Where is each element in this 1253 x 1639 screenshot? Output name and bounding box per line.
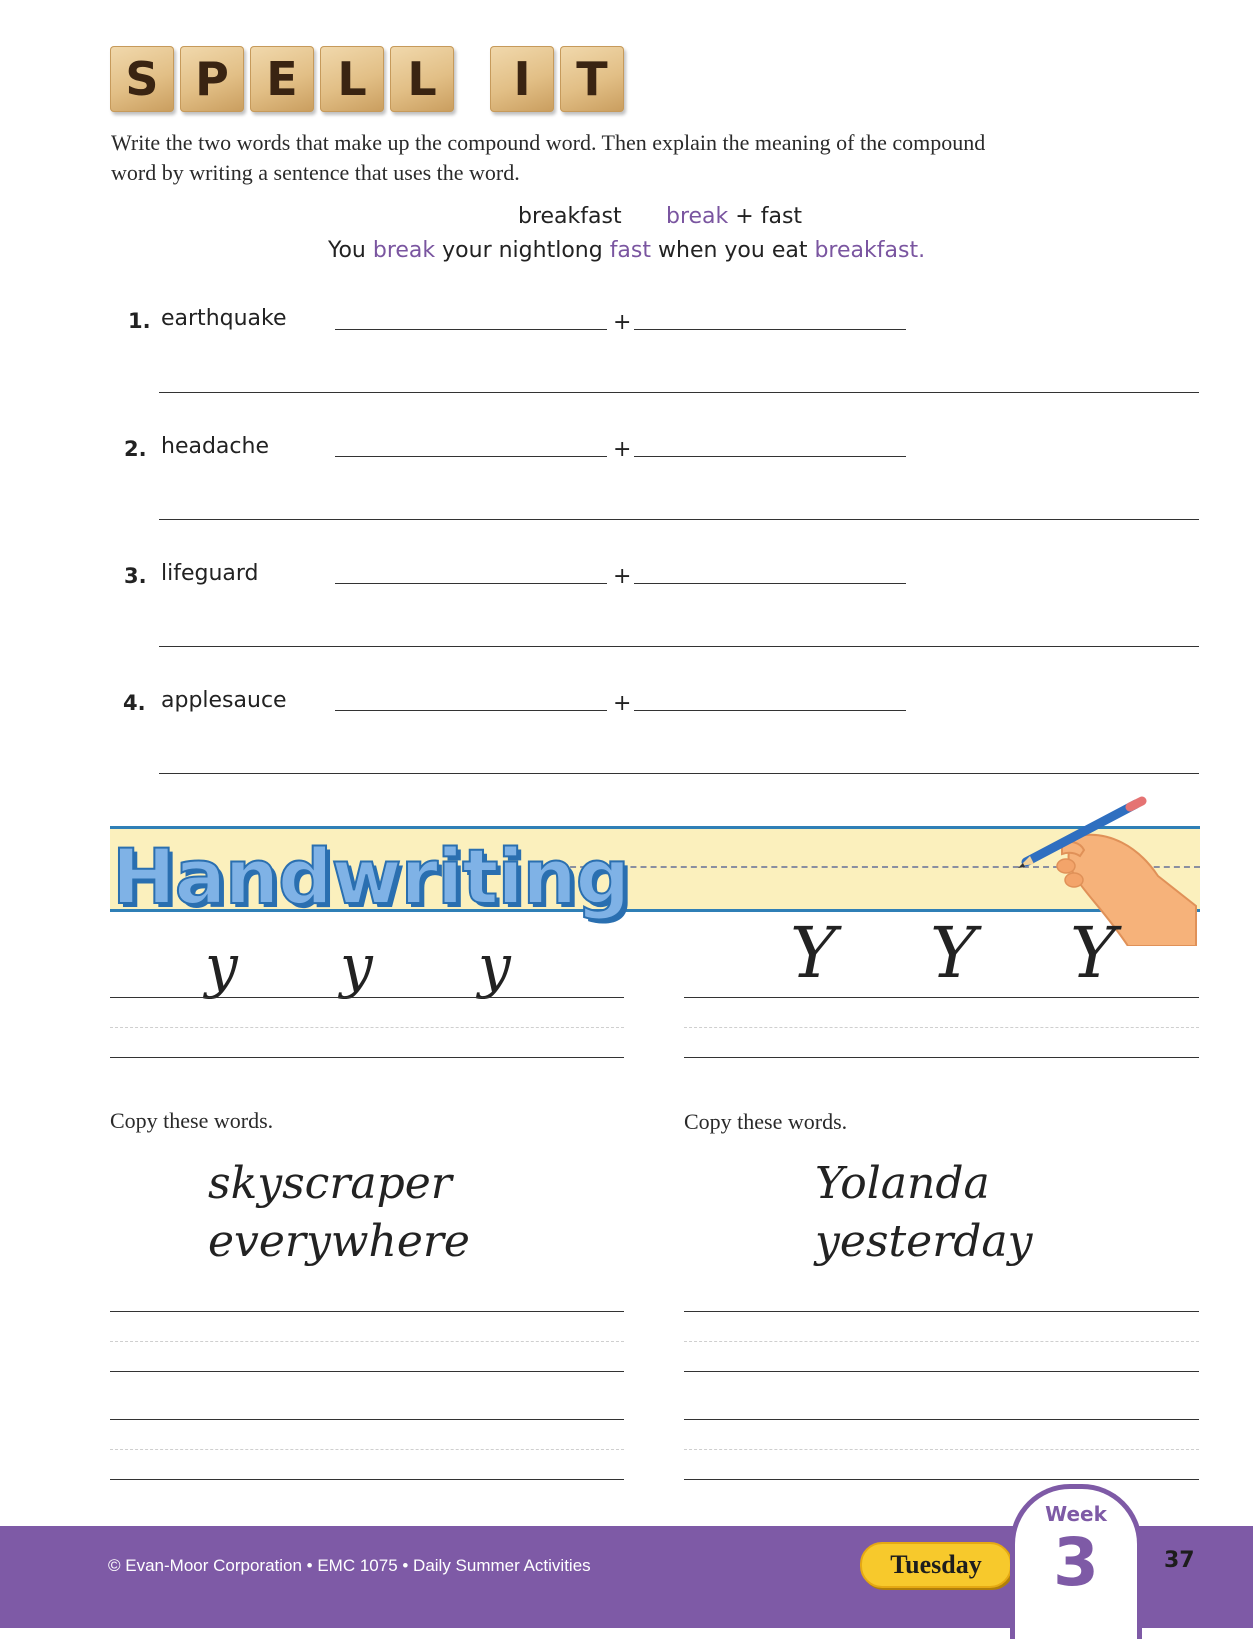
letter-tile: T — [560, 46, 624, 112]
answer-blank-2[interactable] — [634, 456, 906, 457]
letter-tile: L — [390, 46, 454, 112]
cursive-word: skyscraper — [208, 1158, 452, 1209]
example-part2: fast — [760, 204, 803, 229]
sentence-highlight: breakfast. — [814, 238, 926, 263]
cursive-word: Yolanda — [815, 1158, 990, 1209]
answer-blank-2[interactable] — [634, 329, 906, 330]
handwriting-title: Handwriting — [112, 832, 630, 921]
writing-baseline[interactable] — [110, 1057, 624, 1058]
letter-tile: I — [490, 46, 554, 112]
writing-line[interactable] — [684, 1371, 1199, 1372]
plus-sign: + — [613, 437, 632, 462]
sentence-part: You — [327, 238, 373, 263]
letter-tile: L — [320, 46, 384, 112]
week-label: Week — [1045, 1502, 1107, 1526]
writing-midline — [110, 1341, 624, 1342]
writing-line[interactable] — [684, 1479, 1199, 1480]
item-word: applesauce — [161, 688, 287, 713]
spell-it-title — [110, 46, 630, 116]
sentence-highlight: fast — [609, 238, 652, 263]
item-number: 1. — [128, 309, 151, 333]
copy-label: Copy these words. — [684, 1109, 848, 1134]
writing-midline — [684, 1341, 1199, 1342]
plus-sign: + — [613, 310, 632, 335]
letter-tile: P — [180, 46, 244, 112]
example-plus: + — [735, 204, 754, 229]
writing-midline — [110, 1449, 624, 1450]
writing-midline — [684, 1449, 1199, 1450]
writing-midline — [684, 1027, 1199, 1028]
letter-tile: S — [110, 46, 174, 112]
item-word: earthquake — [161, 306, 287, 331]
answer-blank-1[interactable] — [335, 583, 607, 584]
example-sentence — [0, 238, 1253, 263]
instructions: Write the two words that make up the compound word. Then explain the meaning of the compound word by writing a sentence that uses the word. — [111, 130, 986, 185]
cursive-letter: y — [205, 932, 238, 1000]
item-word: lifeguard — [161, 561, 259, 586]
cursive-letter: Y — [1070, 912, 1117, 994]
writing-baseline — [110, 997, 624, 998]
writing-baseline — [684, 997, 1199, 998]
cursive-letter: Y — [930, 912, 977, 994]
writing-line[interactable] — [110, 1311, 624, 1312]
answer-blank-1[interactable] — [335, 710, 607, 711]
writing-line[interactable] — [110, 1419, 624, 1420]
item-number: 3. — [124, 564, 147, 588]
page-number: 37 — [1164, 1548, 1195, 1573]
writing-line[interactable] — [110, 1479, 624, 1480]
sentence-line[interactable] — [159, 519, 1199, 520]
writing-line[interactable] — [110, 1371, 624, 1372]
answer-blank-1[interactable] — [335, 329, 607, 330]
cursive-letter: y — [340, 932, 373, 1000]
cursive-letter: Y — [790, 912, 837, 994]
sentence-part: your nightlong — [435, 238, 610, 263]
writing-line[interactable] — [684, 1311, 1199, 1312]
footer-credit: © Evan-Moor Corporation • EMC 1075 • Daily Summer Activities — [108, 1556, 591, 1575]
sentence-line[interactable] — [159, 773, 1199, 774]
item-number: 2. — [124, 437, 147, 461]
example-word: breakfast — [518, 204, 622, 229]
writing-midline — [110, 1027, 624, 1028]
sentence-line[interactable] — [159, 392, 1199, 393]
writing-line[interactable] — [684, 1419, 1199, 1420]
answer-blank-1[interactable] — [335, 456, 607, 457]
sentence-highlight: break — [372, 238, 436, 263]
letter-tile: E — [250, 46, 314, 112]
item-number: 4. — [123, 691, 146, 715]
copy-label: Copy these words. — [110, 1108, 274, 1133]
answer-blank-2[interactable] — [634, 710, 906, 711]
sentence-part: when you eat — [651, 238, 815, 263]
cursive-word: yesterday — [815, 1216, 1033, 1267]
example-part1: break — [666, 204, 729, 229]
day-badge: Tuesday — [860, 1542, 1012, 1588]
week-number: 3 — [1053, 1524, 1099, 1601]
answer-blank-2[interactable] — [634, 583, 906, 584]
writing-baseline[interactable] — [684, 1057, 1199, 1058]
item-word: headache — [161, 434, 269, 459]
cursive-word: everywhere — [208, 1216, 470, 1267]
example-split — [666, 204, 802, 229]
plus-sign: + — [613, 691, 632, 716]
sentence-line[interactable] — [159, 646, 1199, 647]
cursive-letter: y — [478, 932, 511, 1000]
plus-sign: + — [613, 564, 632, 589]
